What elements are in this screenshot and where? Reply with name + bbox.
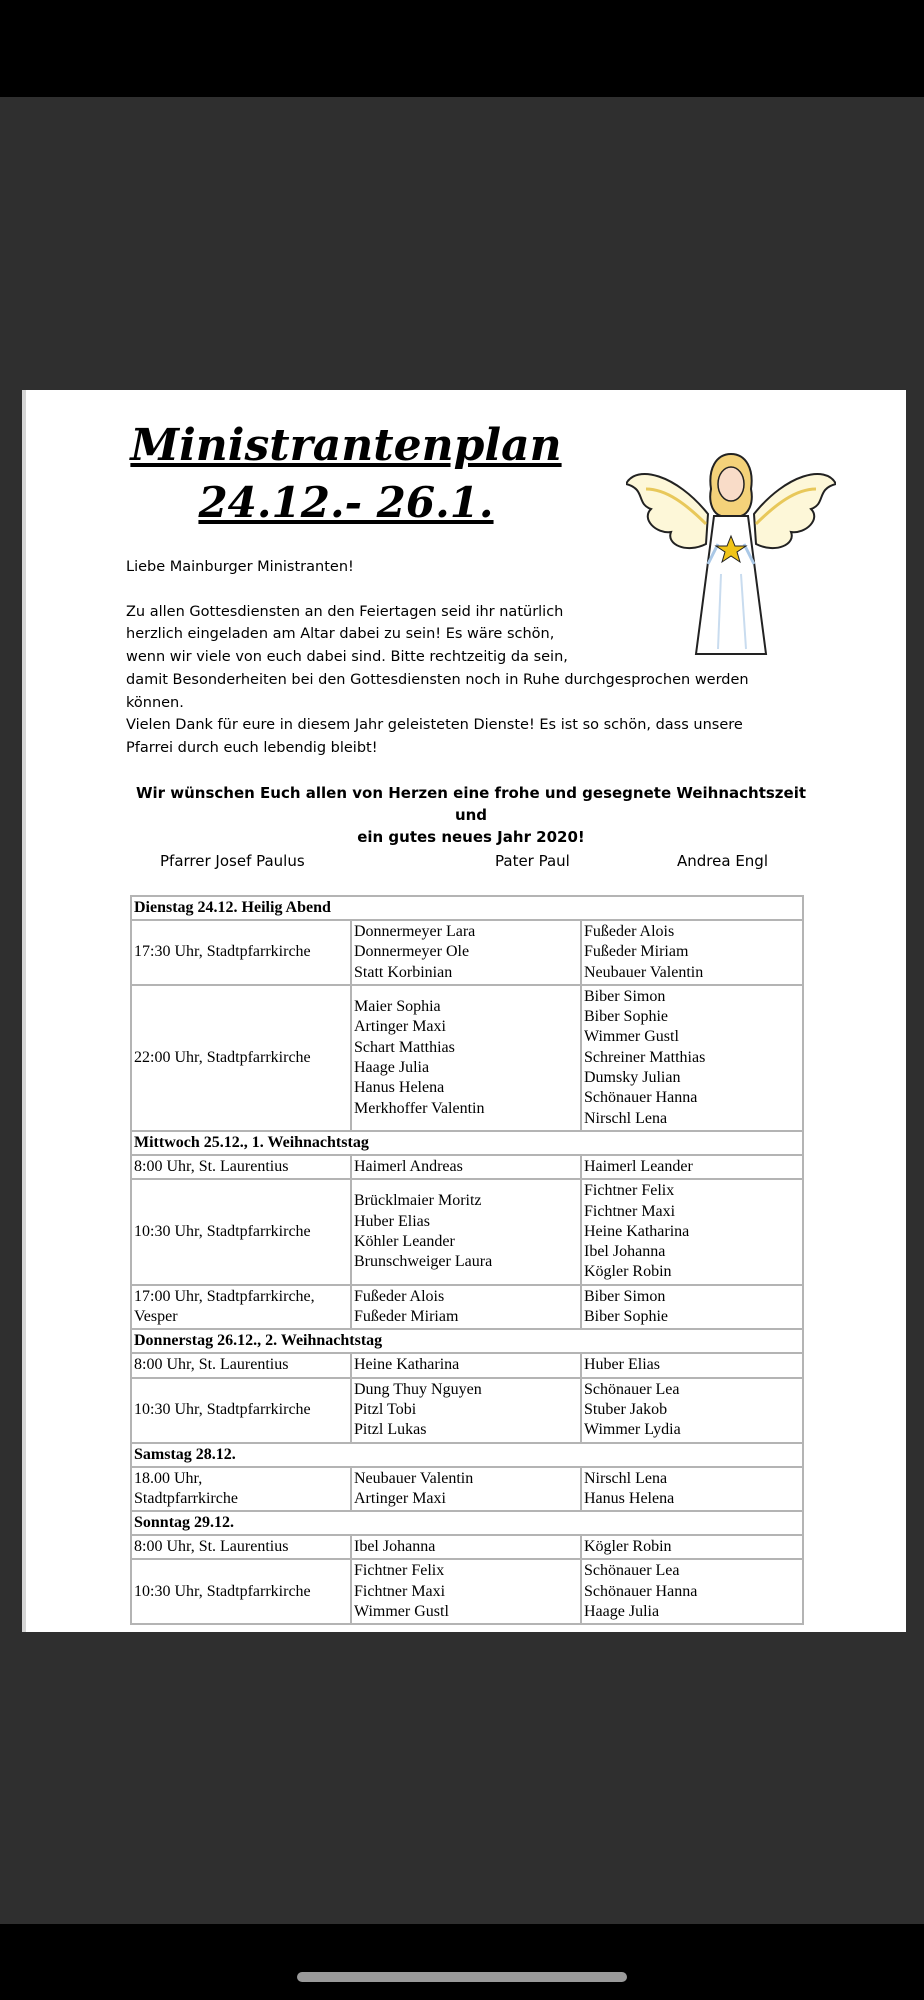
day-header-row — [131, 1131, 803, 1155]
servers-group-b-cell — [581, 1467, 803, 1512]
letter-line: damit Besonderheiten bei den Gottesdiensten noch in Ruhe durchgesprochen werden — [126, 671, 749, 688]
letter-line: Vielen Dank für eure in diesem Jahr geleisteten Dienste! Es ist so schön, dass unsere — [126, 717, 743, 734]
server-name: Heine Katharina — [354, 1356, 460, 1374]
service-time: 10:30 Uhr, Stadtpfarrkirche — [134, 1401, 311, 1419]
service-row — [131, 920, 803, 985]
server-name: Fußeder Miriam — [354, 1308, 459, 1326]
letter-text — [126, 556, 816, 760]
server-name: Biber Simon — [584, 1287, 666, 1305]
server-name: Schart Matthias — [354, 1038, 455, 1056]
wish-line: ein gutes neues Jahr 2020! — [357, 828, 585, 846]
service-row — [131, 1378, 803, 1443]
day-header-row — [131, 1443, 803, 1467]
service-time: 18.00 Uhr, — [134, 1469, 203, 1487]
server-name: Donnermeyer Ole — [354, 943, 470, 961]
servers-group-a-cell — [351, 1285, 581, 1330]
service-time: 10:30 Uhr, Stadtpfarrkirche — [134, 1582, 311, 1600]
server-name: Brücklmaier Moritz — [354, 1192, 482, 1210]
servers-group-a-cell — [351, 1378, 581, 1443]
server-name: Biber Sophie — [584, 1308, 668, 1326]
service-time-cell — [131, 1285, 351, 1330]
server-name: Haimerl Andreas — [354, 1157, 463, 1175]
day-header-row — [131, 896, 803, 920]
server-name: Dumsky Julian — [584, 1069, 681, 1087]
servers-group-b-cell — [581, 1353, 803, 1377]
server-name: Heine Katharina — [584, 1222, 690, 1240]
server-name: Neubauer Valentin — [354, 1469, 474, 1487]
servers-group-a-cell — [351, 920, 581, 985]
server-name: Haimerl Leander — [584, 1157, 693, 1175]
server-name: Merkhoffer Valentin — [354, 1099, 485, 1117]
server-name: Hanus Helena — [354, 1079, 445, 1097]
day-header: Samstag 28.12. — [131, 1443, 803, 1467]
document-title: Ministrantenplan — [130, 420, 562, 471]
server-name: Artinger Maxi — [354, 1489, 446, 1507]
signature-pfarrer: Pfarrer Josef Paulus — [160, 852, 305, 870]
service-time-cell — [131, 1155, 351, 1179]
servers-group-a-cell — [351, 1155, 581, 1179]
service-row — [131, 1179, 803, 1284]
servers-group-b-cell — [581, 1535, 803, 1559]
servers-group-b-cell — [581, 1179, 803, 1284]
greeting: Liebe Mainburger Ministranten! — [126, 559, 354, 575]
service-row — [131, 1285, 803, 1330]
server-name: Schönauer Hanna — [584, 1089, 698, 1107]
server-name: Schönauer Lea — [584, 1380, 680, 1398]
server-name: Neubauer Valentin — [584, 963, 704, 981]
holiday-wish — [126, 782, 816, 848]
servers-group-b-cell — [581, 920, 803, 985]
service-time: Vesper — [134, 1308, 178, 1326]
signature-pater: Pater Paul — [495, 852, 570, 870]
server-name: Huber Elias — [584, 1356, 660, 1374]
signature-andrea: Andrea Engl — [677, 852, 768, 870]
server-name: Donnermeyer Lara — [354, 923, 476, 940]
service-time-cell — [131, 1467, 351, 1512]
server-name: Pitzl Tobi — [354, 1400, 417, 1418]
server-name: Stuber Jakob — [584, 1400, 668, 1418]
letter-line: können. — [126, 694, 184, 711]
wish-line: Wir wünschen Euch allen von Herzen eine frohe und gesegnete Weihnachtszeit und — [135, 784, 807, 824]
server-name: Schreiner Matthias — [584, 1048, 706, 1066]
server-name: Ibel Johanna — [354, 1538, 436, 1556]
day-header: Sonntag 29.12. — [131, 1511, 803, 1535]
server-name: Kögler Robin — [584, 1263, 672, 1281]
servers-group-b-cell — [581, 1285, 803, 1330]
service-row — [131, 1155, 803, 1179]
servers-group-a-cell — [351, 1179, 581, 1284]
server-name: Artinger Maxi — [354, 1018, 446, 1036]
service-time-cell — [131, 985, 351, 1131]
server-name: Nirschl Lena — [584, 1109, 668, 1127]
service-row — [131, 1559, 803, 1624]
top-black-bar — [0, 0, 924, 97]
server-name: Dung Thuy Nguyen — [354, 1380, 482, 1398]
letter-line: wenn wir viele von euch dabei sind. Bitte rechtzeitig da sein, — [126, 649, 568, 666]
servers-group-a-cell — [351, 1467, 581, 1512]
service-row — [131, 1535, 803, 1559]
server-name: Statt Korbinian — [354, 963, 453, 981]
day-header-row — [131, 1511, 803, 1535]
server-name: Schönauer Hanna — [584, 1582, 698, 1600]
day-header-row — [131, 1329, 803, 1353]
server-name: Wimmer Gustl — [584, 1028, 679, 1046]
service-time: 8:00 Uhr, St. Laurentius — [134, 1538, 289, 1556]
servers-group-b-cell — [581, 985, 803, 1131]
service-time: 10:30 Uhr, Stadtpfarrkirche — [134, 1223, 311, 1240]
servers-group-a-cell — [351, 1559, 581, 1624]
altar-server-schedule-table — [130, 895, 804, 1625]
server-name: Biber Sophie — [584, 1008, 668, 1026]
servers-group-b-cell — [581, 1378, 803, 1443]
server-name: Nirschl Lena — [584, 1469, 668, 1487]
letter-line: Pfarrei durch euch lebendig bleibt! — [126, 739, 378, 756]
document-date-range: 24.12.- 26.1. — [198, 478, 494, 527]
servers-group-a-cell — [351, 985, 581, 1131]
service-time: 8:00 Uhr, St. Laurentius — [134, 1356, 289, 1374]
server-name: Fichtner Felix — [584, 1182, 675, 1200]
day-header: Mittwoch 25.12., 1. Weihnachtstag — [131, 1131, 803, 1155]
servers-group-a-cell — [351, 1535, 581, 1559]
server-name: Schönauer Lea — [584, 1562, 680, 1580]
service-time: 8:00 Uhr, St. Laurentius — [134, 1158, 289, 1176]
server-name: Fußeder Alois — [354, 1287, 445, 1305]
server-name: Fußeder Alois — [584, 923, 675, 940]
service-time-cell — [131, 920, 351, 985]
server-name: Haage Julia — [584, 1603, 660, 1621]
server-name: Wimmer Gustl — [354, 1603, 449, 1621]
service-time-cell — [131, 1179, 351, 1284]
server-name: Fichtner Maxi — [584, 1202, 676, 1220]
service-time: 22:00 Uhr, Stadtpfarrkirche — [134, 1048, 311, 1066]
server-name: Ibel Johanna — [584, 1243, 666, 1261]
server-name: Fichtner Felix — [354, 1562, 445, 1580]
document-image[interactable] — [22, 390, 906, 1632]
service-time: 17:00 Uhr, Stadtpfarrkirche, — [134, 1288, 315, 1306]
server-name: Fußeder Miriam — [584, 943, 689, 961]
service-time-cell — [131, 1559, 351, 1624]
service-row — [131, 1467, 803, 1512]
letter-line: herzlich eingeladen am Altar dabei zu sein! Es wäre schön, — [126, 626, 555, 643]
service-row — [131, 985, 803, 1131]
servers-group-a-cell — [351, 1353, 581, 1377]
service-time-cell — [131, 1378, 351, 1443]
server-name: Pitzl Lukas — [354, 1421, 427, 1439]
service-time-cell — [131, 1353, 351, 1377]
server-name: Kögler Robin — [584, 1538, 672, 1556]
service-time: Stadtpfarrkirche — [134, 1489, 238, 1507]
letter-line: Zu allen Gottesdiensten an den Feiertagen seid ihr natürlich — [126, 603, 564, 620]
server-name: Brunschweiger Laura — [354, 1253, 493, 1271]
server-name: Huber Elias — [354, 1212, 430, 1230]
server-name: Wimmer Lydia — [584, 1421, 681, 1439]
server-name: Köhler Leander — [354, 1233, 455, 1250]
server-name: Biber Simon — [584, 987, 666, 1005]
server-name: Fichtner Maxi — [354, 1582, 446, 1600]
bottom-black-bar — [0, 1924, 924, 2000]
server-name: Haage Julia — [354, 1058, 430, 1076]
server-name: Hanus Helena — [584, 1489, 675, 1507]
servers-group-b-cell — [581, 1559, 803, 1624]
service-time: 17:30 Uhr, Stadtpfarrkirche — [134, 943, 311, 961]
home-indicator[interactable] — [297, 1972, 627, 1982]
service-row — [131, 1353, 803, 1377]
day-header: Donnerstag 26.12., 2. Weihnachtstag — [131, 1329, 803, 1353]
server-name: Maier Sophia — [354, 998, 441, 1016]
day-header: Dienstag 24.12. Heilig Abend — [131, 896, 803, 920]
servers-group-b-cell — [581, 1155, 803, 1179]
service-time-cell — [131, 1535, 351, 1559]
